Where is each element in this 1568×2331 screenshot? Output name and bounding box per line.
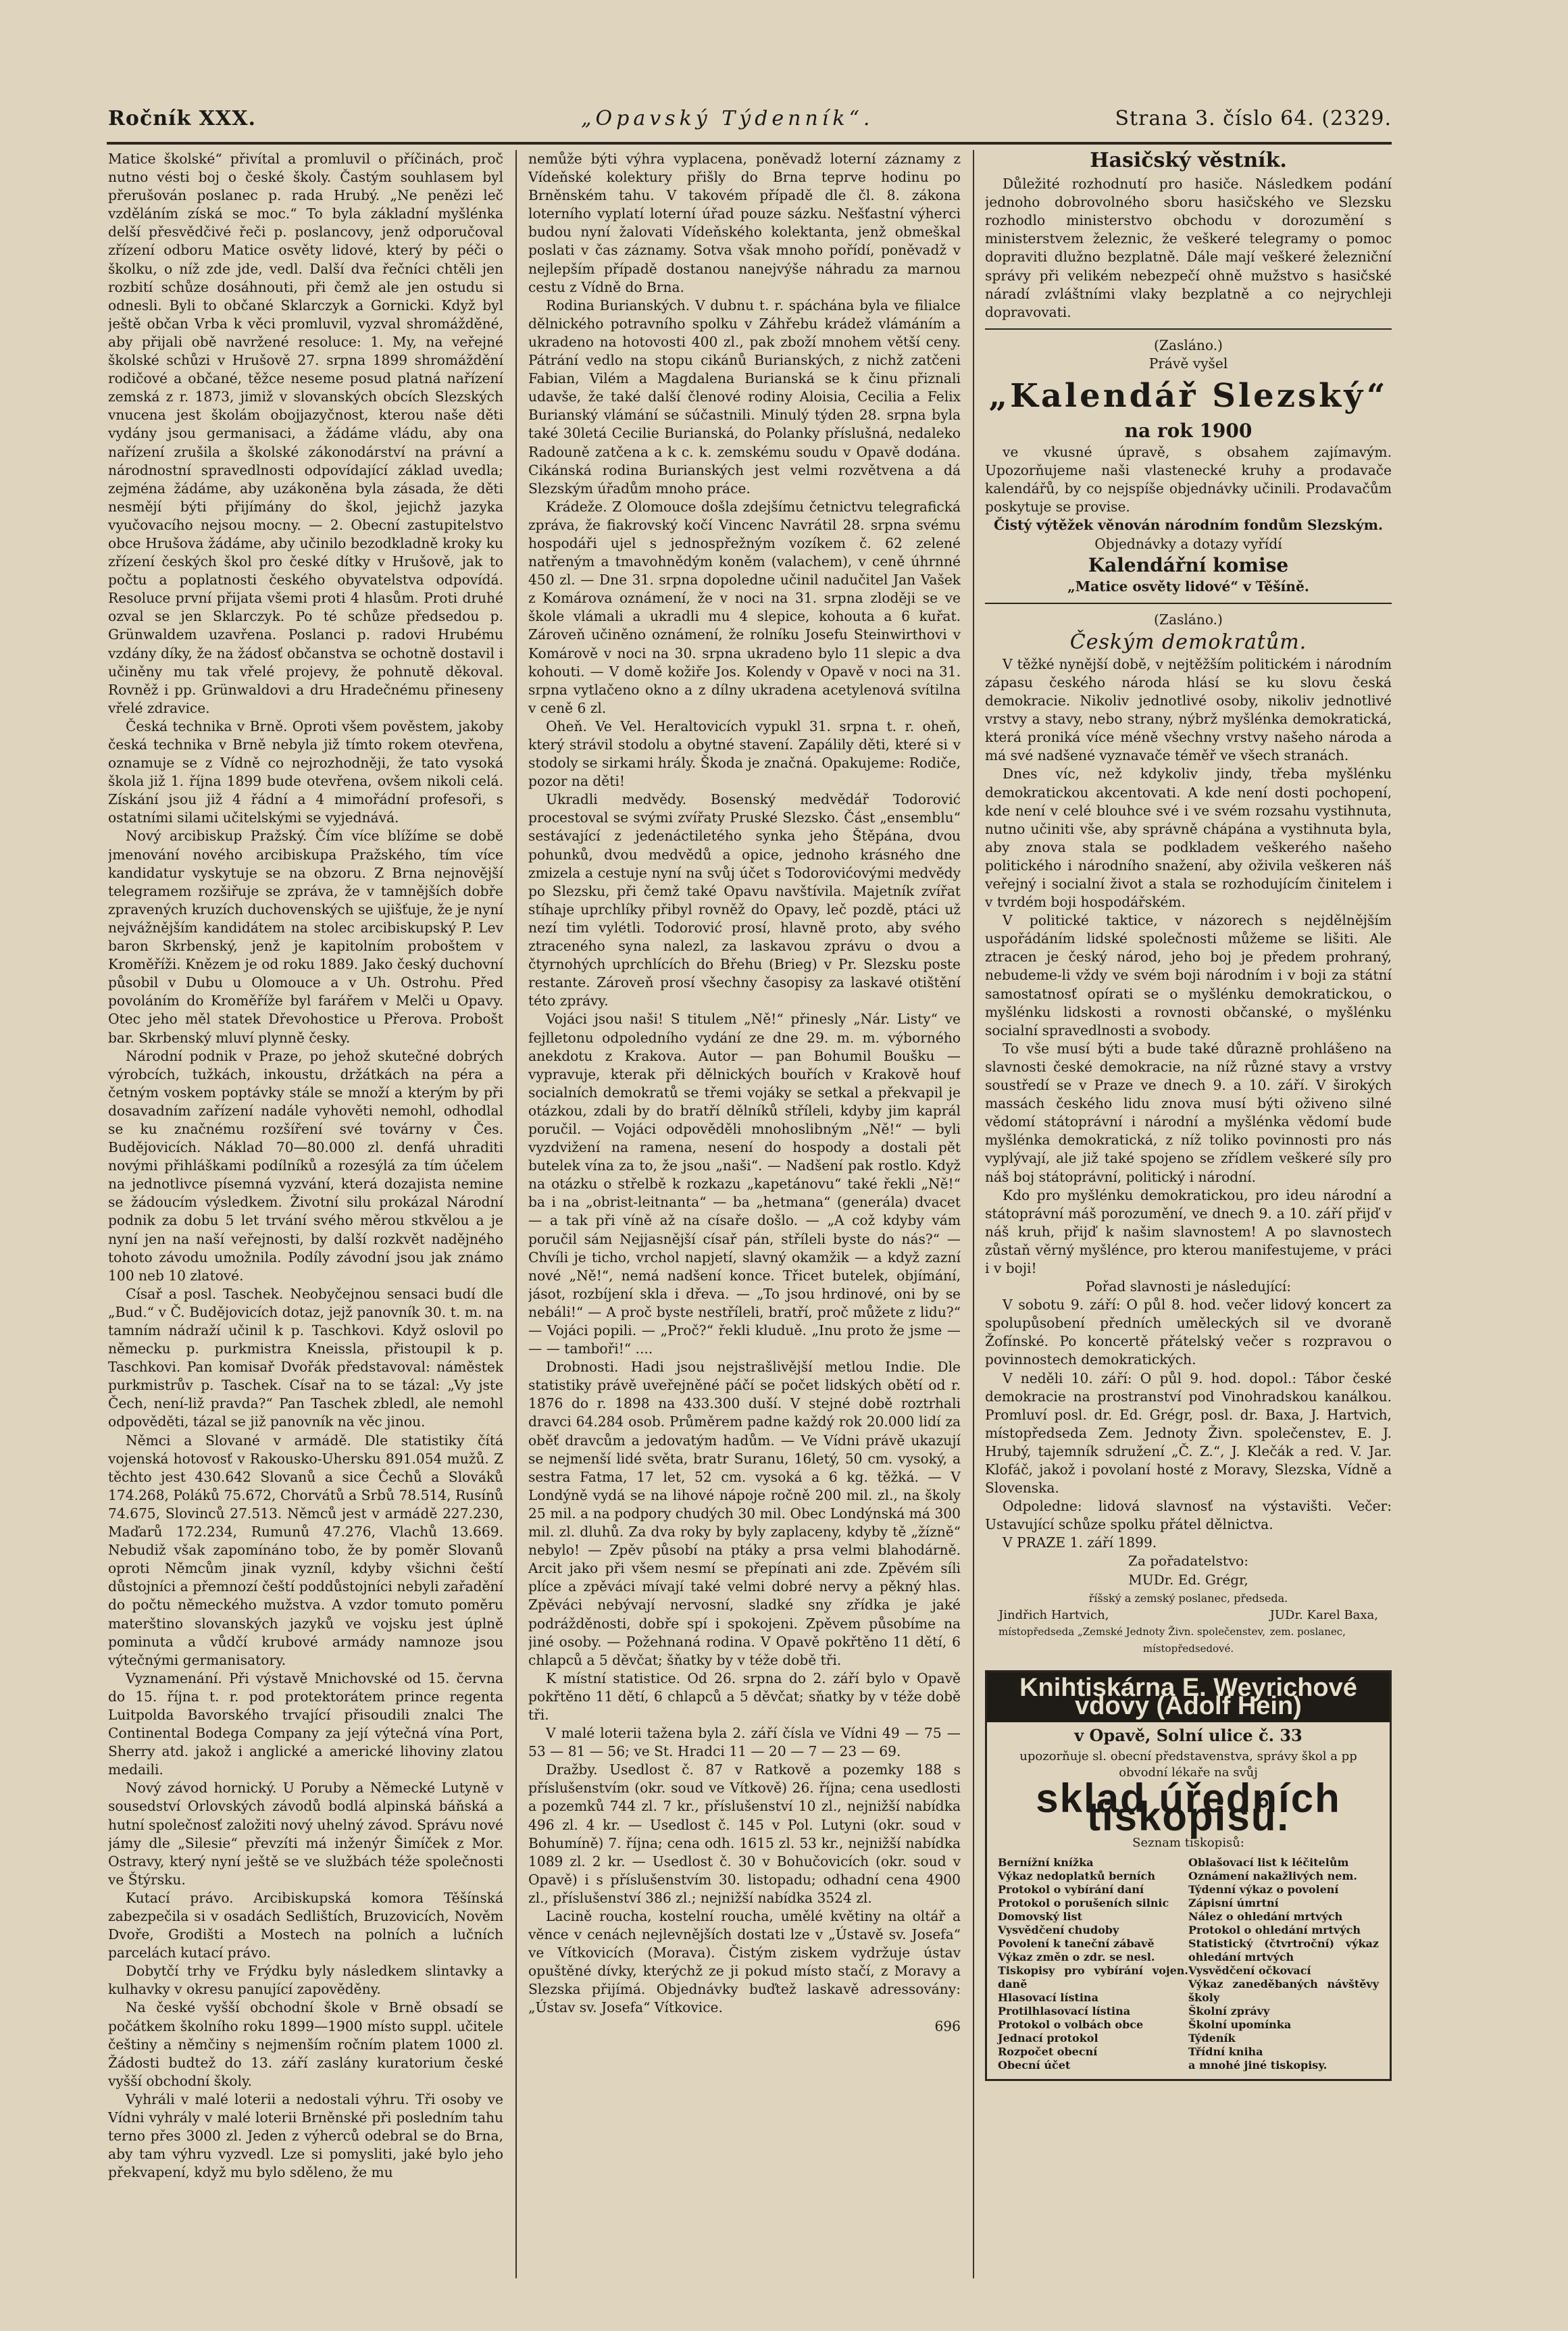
section-title: Hasičský věstník. bbox=[1090, 150, 1287, 172]
ad-list-item: Třídní kniha bbox=[1188, 2045, 1263, 2059]
date-line: V PRAZE 1. září 1899. bbox=[1003, 1534, 1157, 1551]
calendar-note: Čistý výtěžek věnován národním fondům Slezským. bbox=[993, 517, 1384, 534]
ad-list-item: Protokol o ohledání mrtvých bbox=[1188, 1924, 1361, 1937]
program-item: V neděli 10. září: O půl 9. hod. dopol.: Tábor české demokracie na prostranství pod Vinohradskou kanálkou. Promluví posl. dr. Ed. Grégr, posl. dr. Baxa, J. Hartvich, místopředseda Zem. Jednoty Živn. společenstev, E. J. Hrubý, tajemník sdružení „Č. Z.“, J. Klečák a red. V. Jar. Klofáč, jakož i povolaní hosté z Moravy, Slezska, Vídně a Slovenska. bbox=[985, 1370, 1392, 1497]
ad-list-item: Oznámení nakažlivých nem. bbox=[1188, 1870, 1357, 1883]
ad-list-item: Protokol o volbách obce bbox=[998, 2018, 1144, 2032]
ad-list-item: Protokol o porušeních silnic bbox=[998, 1897, 1169, 1910]
ad-list-item: Obecní účet bbox=[998, 2059, 1071, 2072]
column-divider bbox=[973, 150, 974, 2278]
article-paragraph: Matice školské“ přivítal a promluvil o příčinách, proč nutno vésti boj o české školy. Častým souhlasem byl přerušován poslanec p. rada Hrubý. „Ne penězi leč vzděláním získá se moc.“ To byla základní myšlénka delší přesvědčivé řeči p. poslancovy, jenž odporučoval zřízení odboru Matice osvěty lidové, který by péči o školku, o níž zde jde, vedl. Další dva řečníci chtěli jen rozbití schůze dosáhnouti, při čemž ale jen ostudu si odnesli. Byli to občané Sklarczyk a Gornicki. Když byl ještě občan Vrba k věci promluvil, vyzval shromážděné, aby přijali obě navržené resoluce: 1. My, na veřejné školské schůzi v Hrušově 27. srpna 1899 shromáždění rodičové a občané, těžce neseme posud platná nařízení zemská z r. 1873, jimiž v slovanských obcích Slezských vnucena jest školám obojjazyčnost, kterou naše děti vydány jsou germanisaci, a žádáme vládu, aby ona nařízení zrušila a školské zákonodárství na právní a národnostní spravedlnosti odpovídající základ uvedla; zejména žádáme, aby uzákoněna byla zásada, že děti nesmějí býti přijímány do škol, jejichž jazyka vyučovacího nejsou mocny. — 2. Obecní zastupitelstvo obce Hrušova žádáme, aby učinilo bezodkladně kroky ku zřízení českých škol pro české dítky v Hrušově, jak to počtu a poplatnosti českého obyvatelstva odpovídá. Resoluce první přijata všemi proti 4 hlasům. Proti druhé ozval se jen Sklarczyk. Po té schůze předsedou p. Grünwaldem uzavřena. Poslanci p. radovi Hrubému vzdány díky, že na žádosť občanstva se ochotně dostavil i učiněny mu tak vřelé projevy, že pohnutě děkoval. Rovněž i pp. Grünwaldovi a dru Hradečnému přineseny vřelé zdravice. bbox=[108, 151, 503, 716]
ad-list-item: Zápisní úmrtní bbox=[1188, 1897, 1279, 1910]
page-header bbox=[108, 107, 1392, 139]
program-item: Odpoledne: lidová slavnosť na výstavišti. Večer: Ustavující schůze spolku přátel dělnictva. bbox=[985, 1498, 1392, 1533]
ad-list-item: Školní zprávy bbox=[1188, 2005, 1270, 2018]
divider bbox=[985, 603, 1392, 604]
ad-list-item: Oblašovací list k léčitelům bbox=[1188, 1856, 1349, 1870]
column-1 bbox=[108, 150, 503, 2278]
ad-address: v Opavě, Solní ulice č. 33 bbox=[1074, 1726, 1303, 1746]
ad-list-item: Hlasovací lístina bbox=[998, 1991, 1098, 2005]
ad-text: upozorňuje sl. obecní představenstva, správy škol a pp obvodní lékaře na svůj bbox=[1019, 1749, 1357, 1780]
column-3 bbox=[985, 150, 1392, 2278]
ad-list-item: Vysvědčení očkovací bbox=[1188, 1964, 1311, 1978]
ad-list-item: Výkaz změn o zdr. se nesl. bbox=[998, 1951, 1155, 1964]
calendar-commission-place: „Matice osvěty lidové“ v Těšíně. bbox=[1067, 578, 1309, 595]
ad-list-item: Týdeník bbox=[1188, 2032, 1236, 2045]
ad-headline: sklad úředních tiskopisů. bbox=[1036, 1776, 1341, 1840]
signature-heading: Za pořadatelstvo: bbox=[1128, 1553, 1248, 1570]
calendar-year: na rok 1900 bbox=[1124, 420, 1253, 443]
ad-list-item: Vysvědčení chudoby bbox=[998, 1924, 1119, 1937]
article-paragraph: To vše musí býti a bude také důrazně prohlášeno na slavnosti české demokracie, na níž různé stavy a vrstvy soustředí se v Praze ve dnech 9. a 10. září. V širokých massách českého lidu znova musí býti oživeno silné vědomí státoprávní i národní a myšlénka vědomí bude myšlénka demokratická, z níž toliko povinnosti pro nás vyplývají, ale již také spojeno se zřídlem veškeré síly pro náš boj státoprávní, politický i národní. bbox=[985, 1040, 1392, 1185]
article-paragraph: V malé loterii tažena byla 2. září čísla ve Vídni 49 — 75 — 53 — 81 — 56; ve St. Hradci 11 — 20 — 7 — 23 — 69. bbox=[528, 1725, 961, 1760]
zaslano-label: (Zasláno.) bbox=[1154, 336, 1223, 353]
signature-title: místopředseda „Zemské Jednoty Živn. společenstev, bbox=[998, 1625, 1265, 1638]
calendar-text: ve vkusné úpravě, s obsahem zajímavým. Upozorňujeme naši vlastenecké kruhy a prodavače kalendářů, by co nejspíše objednávky učinili. Prodavačům poskytuje se provise. bbox=[985, 444, 1392, 516]
article-paragraph: Dnes víc, než kdykoliv jindy, třeba myšlénku demokratickou akcentovati. A kde není dosti pochopení, kde není v celé blouhce své i ve svém rozsahu vystihnuta, nutno učiniti vše, aby správně chápána a vystihnuta byla, aby znova stala se podkladem veškerého našeho politického i národního snažení, aby oživila veškeren náš veřejný i socialní život a stala se rozhodujícím činitelem i v tvrdém boji hospodářském. bbox=[985, 766, 1392, 911]
article-paragraph: Vojáci jsou naši! S titulem „Ně!“ přinesly „Nár. Listy“ ve fejlletonu odpoledního vydání ze dne 29. m. m. výborného anekdotu z Krakova. Autor — pan Bohumil Boušku — vypravuje, kterak při dělnických bouřích v Krakově houf socialních demokratů se třemi vojáky se setkal a překvapil je otázkou, zdali by do bratří dělníků stříleli, kdyby jim kaprál poručil. — Vojáci odpověděli mnohoslibným „Ně!“ — byli vyzdvižení na ramena, nesení do hospody a dostali pět butelek vína za to, že jsou „naši“. — Nadšení pak rostlo. Když na otázku o střelbě k rozkazu „kapetánovu“ také řekli „Ně!“ ba i na „obrist-leitnanta“ — ba „hetmana“ (generála) dvacet — a tak při víně až na císaře došlo. — „A což kdyby vám poručil sám Nejjasnější císař pán, stříleli byste do nás?“ — Chvíli je ticho, vrchol napjetí, slavný okamžik — a když zazní nové „Ně!“, nemá nadšení konce. Třicet butelek, objímání, jásot, rozbíjení skla i dřeva. — „To jsou hrdinové, oni by se nebáli!“ — A proč byste nestříleli, bratří, proč můžete z lidu?“ — Vojáci popili. — „Proč?“ řekli kluduě. „Inu proto že jsme — — — tamboři!“ .... bbox=[528, 1011, 961, 1357]
article-paragraph: V politické taktice, v názorech s nejdělnějším uspořádáním lidské společnosti můžeme se lišiti. Ale ztracen je český národ, jeho boj je předem prohraný, nebudeme-li vždy ve svém boji národním i v boji za státní samostatnosť opírati se o myšlénku demokratickou, o myšlénku lidskosti a rovnosti občanské, o myšlénku socialní spravedlnosti a svobody. bbox=[985, 912, 1392, 1038]
ad-list-item: Nález o ohledání mrtvých bbox=[1188, 1910, 1343, 1924]
article-paragraph: Oheň. Ve Vel. Heraltovicích vypukl 31. srpna t. r. oheň, který strávil stodolu a obytné stavení. Zapálily děti, které si v stodoly se sirkami hrály. Škoda je značná. Opakujeme: Rodiče, pozor na děti! bbox=[528, 718, 961, 790]
calendar-note: Objednávky a dotazy vyřídí bbox=[1094, 535, 1282, 552]
program-item: V sobotu 9. září: O půl 8. hod. večer lidový koncert za spolupůsobení předních uměleckých sil ve dvoraně Žofínské. Po koncertě přátelský večer s rozpravou o povinnostech demokratických. bbox=[985, 1297, 1392, 1368]
calendar-pre: Právě vyšel bbox=[1148, 355, 1228, 372]
article-paragraph: Dražby. Usedlost č. 87 v Ratkově a pozemky 188 s příslušenstvím (okr. soud ve Vítkově) 26. října; cena usedlosti a pozemků 744 zl. 7 kr., příslušenství 10 zl., nejnižší nabídka 496 zl. 4 kr. — Usedlost č. 145 v Pol. Lutyni (okr. soud v Bohumíně) 7. října; cena odh. 1615 zl. 53 kr., nejnižší nabídka 1089 zl. 2 kr. — Usedlost č. 30 v Bohučovicích (okr. soud v Opavě) i s příslušenstvím 30. listopadu; odhadní cena 4900 zl., příslušenství 386 zl.; nejnižší nabídka 3524 zl. bbox=[528, 1761, 961, 1906]
column-divider bbox=[515, 150, 517, 2278]
article-paragraph: Nový závod hornický. U Poruby a Německé Lutyně v sousedství Orlovských závodů bodlá alpinská báňská a hutní společnosť založiti nový uhelný závod. Správu nové jámy dle „Silesie“ převzíti má inženýr Šimíček z Mor. Ostravy, který nyní ještě se ve službách téže společnosti ve Štýrsku. bbox=[108, 1780, 503, 1888]
article-paragraph: nemůže býti výhra vyplacena, poněvadž loterní záznamy z Vídeňské kolektury přišly do Brna teprve hodinu po Brněnském tahu. V takovém případě dle čl. 8. zákona loterního vyplatí loterní úřad pouze sázku. Nešťastní výherci budou nyní žalovati Vídeňského kolektanta, jenž obmeškal poslati v čas záznamy. Sotva však mnoho pořídí, poněvadž v nejlepším případě dostanou nanejvýše náhradu za marnou cestu z Vídně do Brna. bbox=[528, 151, 961, 295]
ad-list-item: Protokol o vybírání daní bbox=[998, 1883, 1144, 1897]
article-paragraph: Důležité rozhodnutí pro hasiče. Následkem podání jednoho dobrovolného sboru hasičského ve Slezsku rozhodlo ministerstvo obchodu v dorozumění s ministerstvem železnic, že veškeré telegramy o pomoc dopraviti dlužno bezplatně. Dále mají veškeré železniční správy při velikém nebezpečí ohně mužstvo s hasičské náradí zvláštními vlaky bezplatně a co nejrychleji dopravovati. bbox=[985, 176, 1392, 320]
ad-list-item: Školní upomínka bbox=[1188, 2018, 1292, 2032]
volume-label: Ročník XXX. bbox=[108, 107, 256, 130]
ad-list-item: Týdenní výkaz o povolení bbox=[1188, 1883, 1339, 1897]
ad-list-right bbox=[1188, 1856, 1379, 2072]
zaslano-label: (Zasláno.) bbox=[1154, 611, 1223, 628]
signature-row bbox=[985, 1607, 1392, 1640]
signature-title: zem. poslanec, bbox=[1269, 1625, 1346, 1638]
ad-list-item: Jednací protokol bbox=[998, 2032, 1098, 2045]
program-heading: Pořad slavnosti je následující: bbox=[1085, 1278, 1292, 1295]
article-paragraph: Drobnosti. Hadi jsou nejstrašlivější metlou Indie. Dle statistiky právě uveřejněné páčí se počet lidských obětí od r. 1876 do r. 1898 na 433.300 duší. V stejné době roztrhali dravci 64.284 osob. Průměrem padne každý rok 20.000 lidí za oběť dravcům a jedovatým hadům. — Ve Vídni právě ukazují se nejmenší lidé světa, bratr Suranu, 16letý, 50 cm. vysoký, a sestra Fatma, 17 let, 52 cm. vysoká a 6 kg. těžká. — V Londýně vydá se na lihové nápoje ročně 200 mil. zl., na školy 25 mil. a na podpory chudých 30 mil. Obec Londýnská má 300 mil. zl. dluhů. Za dva roky by byly zaplaceny, kdyby tě „žízně“ nebylo! — Zpěv působí na ptáky a prsa velmi blahodárně. Arcit jako při všem nesmí se přepínati ani zde. Zpěvém síli plíce a zpěváci mívají také velmi dobré nervy a pěkný hlas. Zpěváci nebývají nervosní, sladké sny zřídka je jaké podrážděnosti, dobře spí i spokojeni. Zpěvem působíme na jiné osoby. — Požehnaná rodina. V Opavě pokřtěno 11 dětí, 6 chlapců a 5 děvčat; šňatky by v téže době tři. bbox=[528, 1359, 961, 1668]
calendar-title: „Kalendář Slezský“ bbox=[988, 377, 1388, 416]
article-paragraph: V těžké nynější době, v nejtěžším politickém i národním zápasu českého národa hlásí se ku slovu česká demokracie. Nikoliv jednotlivé osoby, nikoliv jednotlivé vrstvy a stavy, nebo strany, nýbrž myšlénka demokratická, která proniká více méně všechny vrstvy našeho národa a má své nadšené vyznavače téměř ve všech stranách. bbox=[985, 655, 1392, 764]
signature-name: MUDr. Ed. Grégr, bbox=[1128, 1571, 1248, 1588]
ad-list-heading: Seznam tiskopisů: bbox=[1132, 1836, 1244, 1851]
article-paragraph: Kdo pro myšlénku demokratickou, pro ideu národní a státoprávní máš porozumění, ve dnech 9. a 10. září přijď v náš kruh, přijď k našim slavnostem! A po slavnostech zůstaň věrný myšlénce, pro kterou manifestujeme, v práci i v boji! bbox=[985, 1186, 1392, 1276]
column-2 bbox=[528, 150, 961, 2278]
calendar-commission: Kalendářní komise bbox=[1088, 553, 1289, 576]
article-paragraph: Nový arcibiskup Pražský. Čím více blížíme se době jmenování nového arcibiskupa Pražského, tím více kandidatur vyskytuje se na obzoru. Z Brna nejnovější telegramem rozšiřuje se zpráva, že v tamnějších dobře zpravených kruzích duchovenských se ujišťuje, že je nyní nejvážnějším kandidátem na stolec arcibiskupský P. Lev baron Skrbenský, jenž je kapitolním proboštem v Kroměříži. Knězem je od roku 1889. Jako český duchovní působil v Dubu u Olomouce a v Uh. Ostrohu. Před povoláním do Kroměříže byl farářem v Melči u Opavy. Otec jeho měl statek Dřevohostice u Přerova. Probošt bar. Skrbenský mluví plynně česky. bbox=[108, 828, 503, 1046]
article-paragraph: Kutací právo. Arcibiskupská komora Těšínská zabezpečila si v osadách Sedlištích, Bruzovicích, Nověm Dvoře, Grodišti a Mostech na polních a lučních parcelách kutací právo. bbox=[108, 1889, 503, 1961]
ad-list-item: Statistický (čtvrtroční) výkaz ohledání mrtvých bbox=[1188, 1937, 1379, 1964]
article-paragraph: K místní statistice. Od 26. srpna do 2. září bylo v Opavě pokřtěno 11 dětí, 6 chlapců a 5 děvčat; sňatky by v téže době tři. bbox=[528, 1670, 961, 1723]
ad-list-item: Rozpočet obecní bbox=[998, 2045, 1098, 2059]
ad-list-item: Bernížní knížka bbox=[998, 1856, 1094, 1870]
ad-list-item: a mnohé jiné tiskopisy. bbox=[1188, 2059, 1327, 2072]
article-paragraph: Rodina Burianských. V dubnu t. r. spáchána byla ve filialce dělnického potravního spolku v Záhřebu krádež vlámáním a ukradeno na hotovosti 400 zl., pak zboží mnohem větší ceny. Pátrání vedlo na stopu cikánů Burianských, z nichž zatčeni Fabian, Vilém a Magdalena Burianská se k činu přiznali udavše, že také další členové rodiny Aloisia, Cecilia a Felix Burianský vlámání se súčastnili. Minulý týden 28. srpna byla také 30letá Cecilie Burianská, do Polanky příslušná, nedaleko Radouně zatčena a k c. k. zemskému soudu v Opavě dodána. Cikánská rodina Burianských jest velmi rozvětvena a dá Slezským úřadům mnoho práce. bbox=[528, 297, 961, 497]
article-paragraph: Ukradli medvědy. Bosenský medvědář Todorović procestoval se svými zvířaty Pruské Slezsko. Část „ensemblu“ sestávající z jedenáctiletého synka jeho Štěpána, dvou pohunků, dvou medvědů a opice, jednoho krásného dne zmizela a cestuje nyní na svůj účet s Todorovićovými medvědy po Slezsku, při čemž také Opavu navštívila. Majetník zvířat stíhaje uprchlíky přibyl rovněž do Opavy, leč pozdě, ptáci už nezí tim vylétli. Todorović prosí, hlavně proto, aby svého ztraceného syna nalezl, za laskavou zprávu o dvou a čtyrnohých uprchlících do Břehu (Brieg) v Pr. Slezsku poste restante. Zároveň prosí všechny časopisy za laskavé otištění této zprávy. bbox=[528, 791, 961, 1009]
ad-list-item: Tiskopisy pro vybírání vojen. daně bbox=[998, 1964, 1188, 1991]
ad-lists bbox=[987, 1856, 1390, 2072]
newspaper-title: „Opavský Týdenník“. bbox=[581, 107, 874, 130]
ad-number: 696 bbox=[934, 2017, 961, 2034]
article-paragraph: Národní podnik v Praze, po jehož skutečné dobrých výrobcích, tužkách, inkoustu, držátkách na péra a četným voskem poptávky stále se množí a kterým by při dosavadním zařízení nadále vyhověti nemohl, odhodlal se ku značnému rozšíření své továrny v Čes. Budějovicích. Náklad 70—80.000 zl. denfá uhraditi novými přihláškami podílníků a rozesýlá za tím účelem na jednotlivce písemná vyzvání, která dozajista nemine se žádoucím výsledkem. Životní silu prokázal Národní podnik za dobu 5 let trvání svého měrou stkvělou a je nyní jen na naší veřejnosti, by další rozkvět nadějného tohoto závodu umožnila. Podíly závodní jsou jak známo 100 neb 10 zlatové. bbox=[108, 1047, 503, 1284]
ad-list-item: Povolení k taneční zábavě bbox=[998, 1937, 1155, 1951]
signature-name: Jindřich Hartvich, bbox=[998, 1607, 1109, 1622]
article-paragraph: Krádeže. Z Olomouce došla zdejšímu četnictvu telegrafická zpráva, že fiakrovský kočí Vincenc Navrátil 28. srpna svému hospodáři ujel s jednospřežným vozíkem č. 62 zelené natřeným a tmavohnědým koněm (valachem), v ceně úhrnné 450 zl. — Dne 31. srpna dopoledne učinil nadučitel Jan Vašek z Komárova oznámení, že v noci na 31. srpna zloději se ve škole vlámali a ukradli mu 4 slepice, kohouta a 6 kuřat. Zároveň učiněno oznámení, že rolníku Josefu Steinwirthovi v Komárově v noci na 30. srpna ukradeno bylo 11 slepic a dva kohouti. — V domě kožiře Jos. Kolendy v Opavě v noci na 31. srpna vytlačeno okno a z dílny ukradena acetylenová svítilna v ceně 6 zl. bbox=[528, 498, 961, 716]
article-paragraph: Na české vyšší obchodní škole v Brně obsadí se počátkem školního roku 1899—1900 místo suppl. učitele češtiny a němčiny s nejmenším ročním platem 1000 zl. Žádosti budtež do 13. září zaslány kuratorium české vyšší obchodní školy. bbox=[108, 1999, 503, 2089]
article-paragraph: Lacině roucha, kostelní roucha, umělé květiny na oltář a věnce v cenách nejlevnějších dostati lze v „Ústavě sv. Josefa“ ve Vítkovicích (Morava). Čistým ziskem vydržuje ústav opuštěné dívky, kterýchž ze ji pokud místo stačí, z Moravy a Slezska přijímá. Objednávky buďtež laskavě adressovány: „Ústav sv. Josefa“ Vítkovice. bbox=[528, 1908, 961, 2016]
signature-title: místopředsedové. bbox=[1142, 1642, 1234, 1655]
ad-banner: Knihtiskárna E. Weyrichové vdovy (Adolf Hein) bbox=[987, 1672, 1390, 1722]
section-title: Českým demokratům. bbox=[1069, 630, 1307, 654]
printshop-ad bbox=[985, 1670, 1392, 2082]
article-paragraph: Němci a Slované v armádě. Dle statistiky čítá vojenská hotovosť v Rakousko-Uhersku 891.054 mužů. Z těchto jest 430.642 Slovanů a sice Čechů a Slováků 174.268, Poláků 75.672, Chorvátů a Srbů 78.514, Rusínů 74.675, Slovinců 27.513. Němců jest v armádě 227.230, Maďarů 172.234, Rumunů 47.276, Vlachů 13.669. Nebudiž však zapomínáno tobo, že by poměr Slovanů oproti Němcům jinak vyzníl, kdyby všichni čeští důstojníci a přemnozí čeští poddůstojníci nebyli zařadění do počtu německého mužstva. A vzdor tomuto poměru materštino slovanských jazyků ve vojsku jest úplně pominuta a vůdčí krubové armády namnoze jsou výtečnými germanisatory. bbox=[108, 1432, 503, 1668]
signature-name: JUDr. Karel Baxa, bbox=[1269, 1607, 1378, 1622]
divider bbox=[985, 328, 1392, 330]
ad-list-left bbox=[998, 1856, 1188, 2072]
signature-title: říšský a zemský poslanec, předseda. bbox=[1088, 1591, 1288, 1605]
article-paragraph: Dobytčí trhy ve Frýdku byly následkem slintavky a kulhavky v okresu panující zapověděny. bbox=[108, 1963, 503, 1998]
article-paragraph: Císař a posl. Taschek. Neobyčejnou sensaci budí dle „Bud.“ v Č. Budějovicích dotaz, jejž panovník 30. t. m. na tamním nádraží učinil k p. Taschkovi. Když oslovil po německu p. purkmistra Kneissla, přistoupil k p. Taschkovi. Pan komisař Dvořák představoval: náměstek purkmistrův p. Taschek. Císař na to se tázal: „Vy jste Čech, není-liž pravda?“ Pan Taschek zbledl, ale nemohl odpověděti, tázal se již panovník na věc jinou. bbox=[108, 1285, 503, 1430]
header-rule bbox=[107, 142, 1392, 145]
page-number: Strana 3. číslo 64. (2329. bbox=[1115, 107, 1392, 130]
article-paragraph: Vyznamenání. Při výstavě Mnichovské od 15. června do 15. října t. r. pod protektorátem prince regenta Luitpolda Bavorského trvající přisoudili znalci The Continental Bodega Company za její výtečná vína Port, Sherry atd. jakož i anglické a americké lihoviny zlatou medaili. bbox=[108, 1670, 503, 1778]
ad-list-item: Výkaz nedoplatků berních bbox=[998, 1870, 1156, 1883]
ad-list-item: Výkaz zaneděbaných návštěvy školy bbox=[1188, 1978, 1379, 2005]
article-paragraph: Česká technika v Brně. Oproti všem pověstem, jakoby česká technika v Brně nebyla již tímto rokem otevřena, oznamuje se z Vídně co nejrozhodněji, že tato vysoká škola již 1. října 1899 bude otevřena, ovšem nikoli celá. Získání jsou již 4 řádní a 4 mimořádní profesoři, s ostatními silami učitelskými se vyjednává. bbox=[108, 718, 503, 826]
ad-list-item: Protilhlasovací lístina bbox=[998, 2005, 1131, 2018]
ad-list-item: Domovský list bbox=[998, 1910, 1082, 1924]
article-paragraph: Vyhráli v malé loterii a nedostali výhru. Tři osoby ve Vídni vyhrály v malé loterii Brněnské při posledním tahu terno přes 3000 zl. Jeden z výherců odebral se do Brna, aby tam výhru vyzvedl. Lze si pomysliti, jaké bylo jeho překvapení, když mu bylo sděleno, že mu bbox=[108, 2090, 503, 2181]
